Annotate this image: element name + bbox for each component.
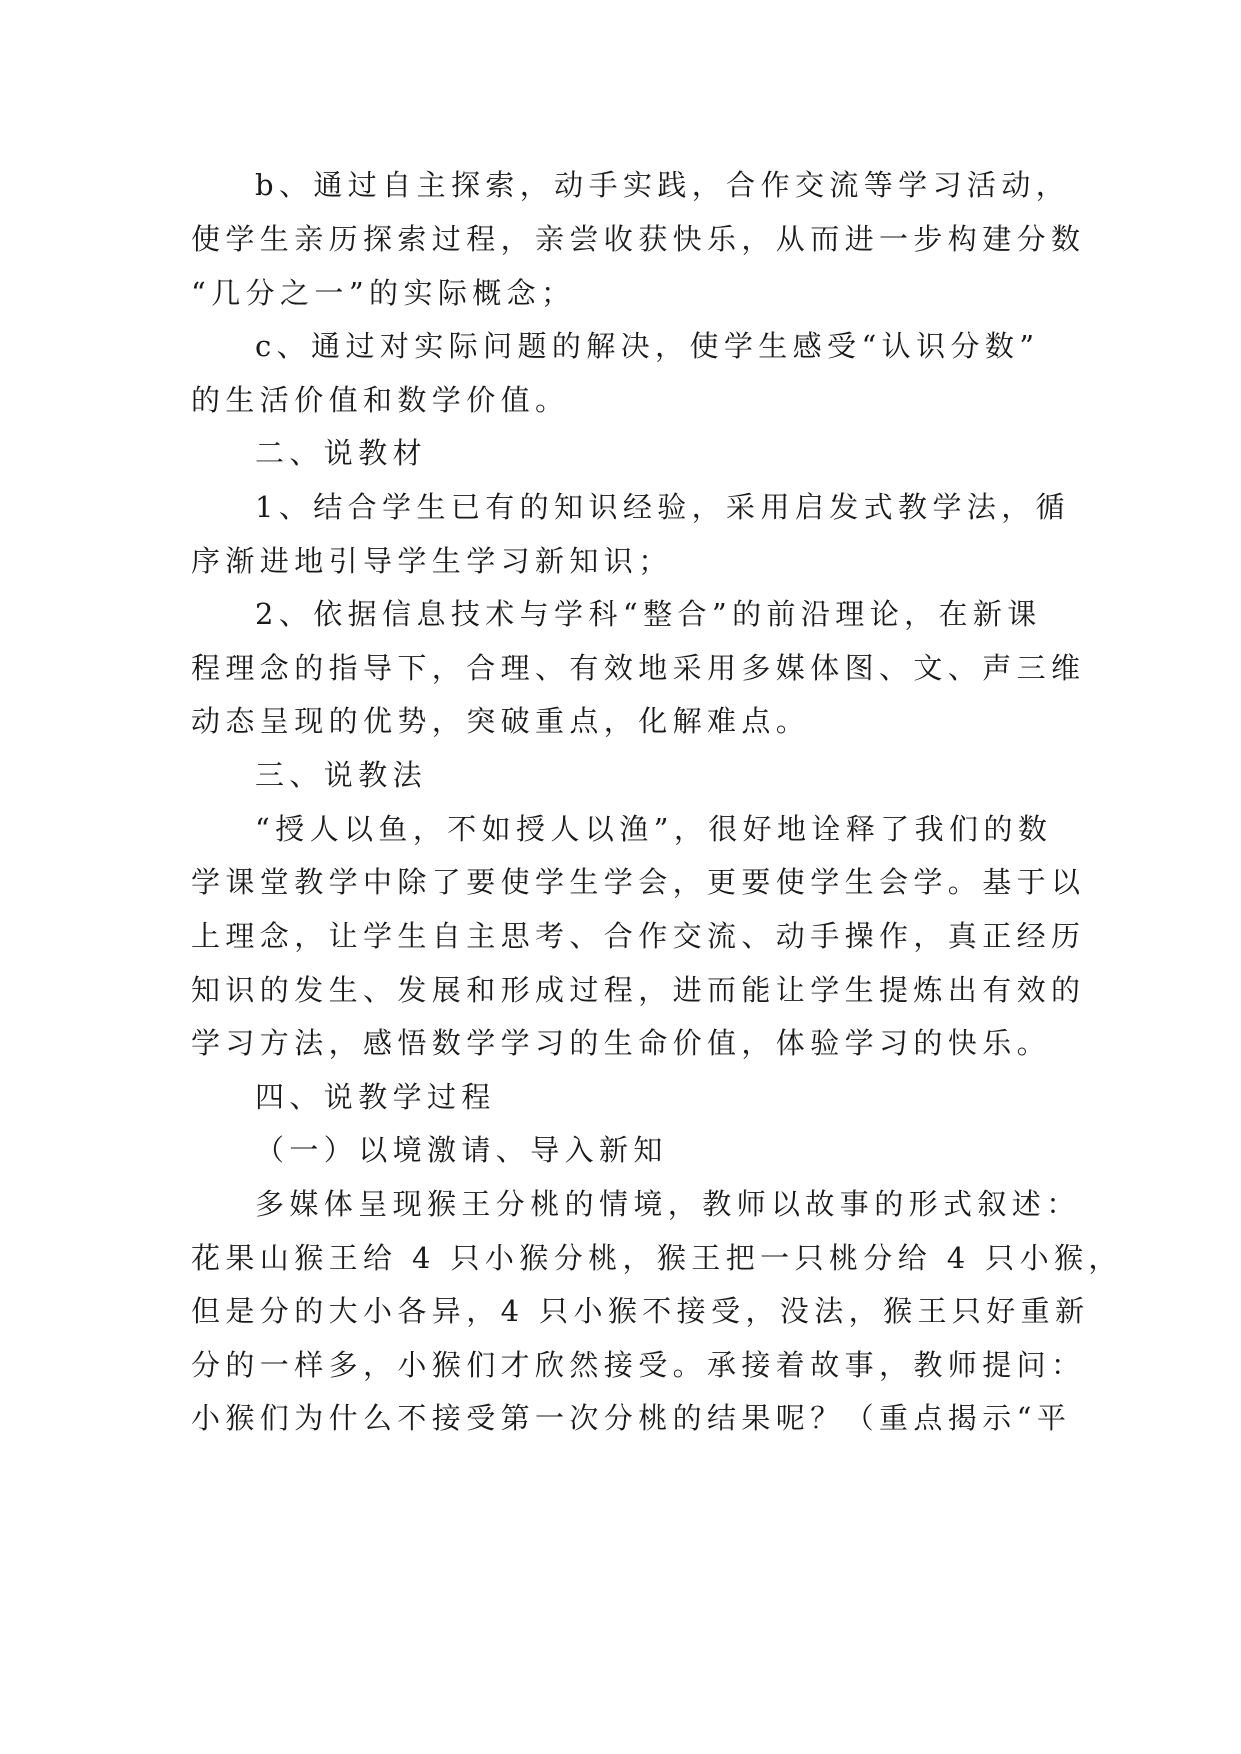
text-line: 程理念的指导下，合理、有效地采用多媒体图、文、声三维 (191, 651, 1086, 685)
section-heading: 二、说教材 (255, 436, 428, 470)
text-line: 小猴们为什么不接受第一次分桃的结果呢？（重点揭示“平 (191, 1401, 1072, 1435)
text-line: 学习方法，感悟数学学习的生命价值，体验学习的快乐。 (191, 1026, 1052, 1060)
text-line: 使学生亲历探索过程，亲尝收获快乐，从而进一步构建分数 (191, 222, 1086, 256)
text-line: 但是分的大小各异，4 只小猴不接受，没法，猴王只好重新 (191, 1294, 1090, 1328)
text-line: 学课堂教学中除了要使学生学会，更要使学生会学。基于以 (191, 865, 1086, 899)
subsection-heading: （一）以境激请、导入新知 (255, 1133, 668, 1167)
text-line: c、通过对实际问题的解决，使学生感受“认识分数” (255, 329, 1040, 363)
text-line: “授人以鱼，不如授人以渔”，很好地诠释了我们的数 (255, 812, 1053, 846)
text-line: 序渐进地引导学生学习新知识； (191, 544, 673, 578)
text-line: “几分之一”的实际概念； (191, 276, 576, 310)
text-line: 1、结合学生已有的知识经验，采用启发式教学法，循 (255, 490, 1071, 524)
text-line: 分的一样多，小猴们才欣然接受。承接着故事，教师提问： (191, 1348, 1086, 1382)
text-line: b、通过自主探索，动手实践，合作交流等学习活动， (255, 168, 1071, 202)
text-line: 动态呈现的优势，突破重点，化解难点。 (191, 704, 811, 738)
text-line: 多媒体呈现猴王分桃的情境，教师以故事的形式叙述： (255, 1187, 1081, 1221)
section-heading: 三、说教法 (255, 758, 428, 792)
text-line: 2、依据信息技术与学科“整合”的前沿理论，在新课 (255, 597, 1042, 631)
text-line: 的生活价值和数学价值。 (191, 383, 570, 417)
section-heading: 四、说教学过程 (255, 1080, 496, 1114)
text-line: 花果山猴王给 4 只小猴分桃，猴王把一只桃分给 4 只小猴， (191, 1241, 1123, 1275)
text-line: 知识的发生、发展和形成过程，进而能让学生提炼出有效的 (191, 973, 1086, 1007)
text-line: 上理念，让学生自主思考、合作交流、动手操作，真正经历 (191, 919, 1086, 953)
